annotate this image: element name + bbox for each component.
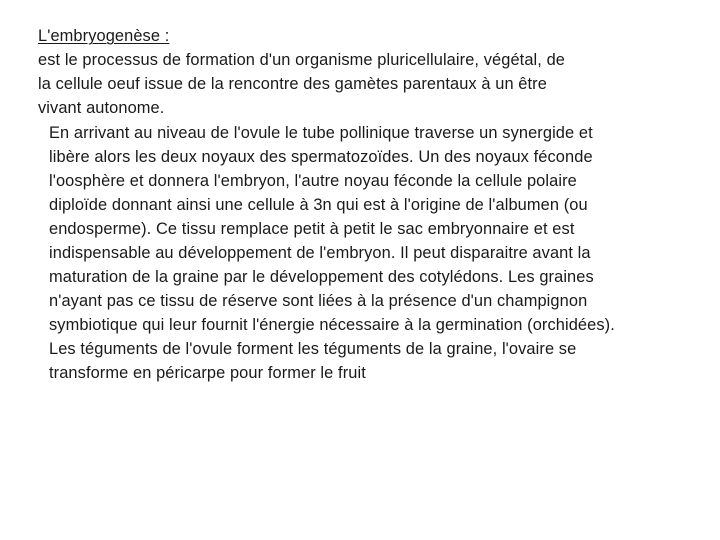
- intro-paragraph: est le processus de formation d'un organisme pluricellulaire, végétal, de la cellule oeuf issue de la rencontre des gamètes parentaux à un être vivant autonome.: [38, 51, 566, 117]
- slide-heading: L'embryogenèse :: [38, 27, 170, 45]
- body-paragraph: En arrivant au niveau de l'ovule le tube pollinique traverse un synergide et libère alors les deux noyaux des spermatozoïdes. Un des noyaux féconde l'oosphère et donnera l'embryon, l'autre noyau féconde la cellule polaire diploïde donnant ainsi une cellule à 3n qui est à l'origine de l'albumen (ou endosperme). Ce tissu remplace petit à petit le sac embryonnaire et est indispensable au développement de l'embryon. Il peut disparaitre avant la maturation de la graine par le développement des cotylédons. Les graines n'ayant pas ce tissu de réserve sont liées à la présence d'un champignon symbiotique qui leur fournit l'énergie nécessaire à la germination (orchidées). Les téguments de l'ovule forment les téguments de la graine, l'ovaire se transforme en péricarpe pour former le fruit: [49, 124, 615, 382]
- intro-block: [38, 24, 678, 120]
